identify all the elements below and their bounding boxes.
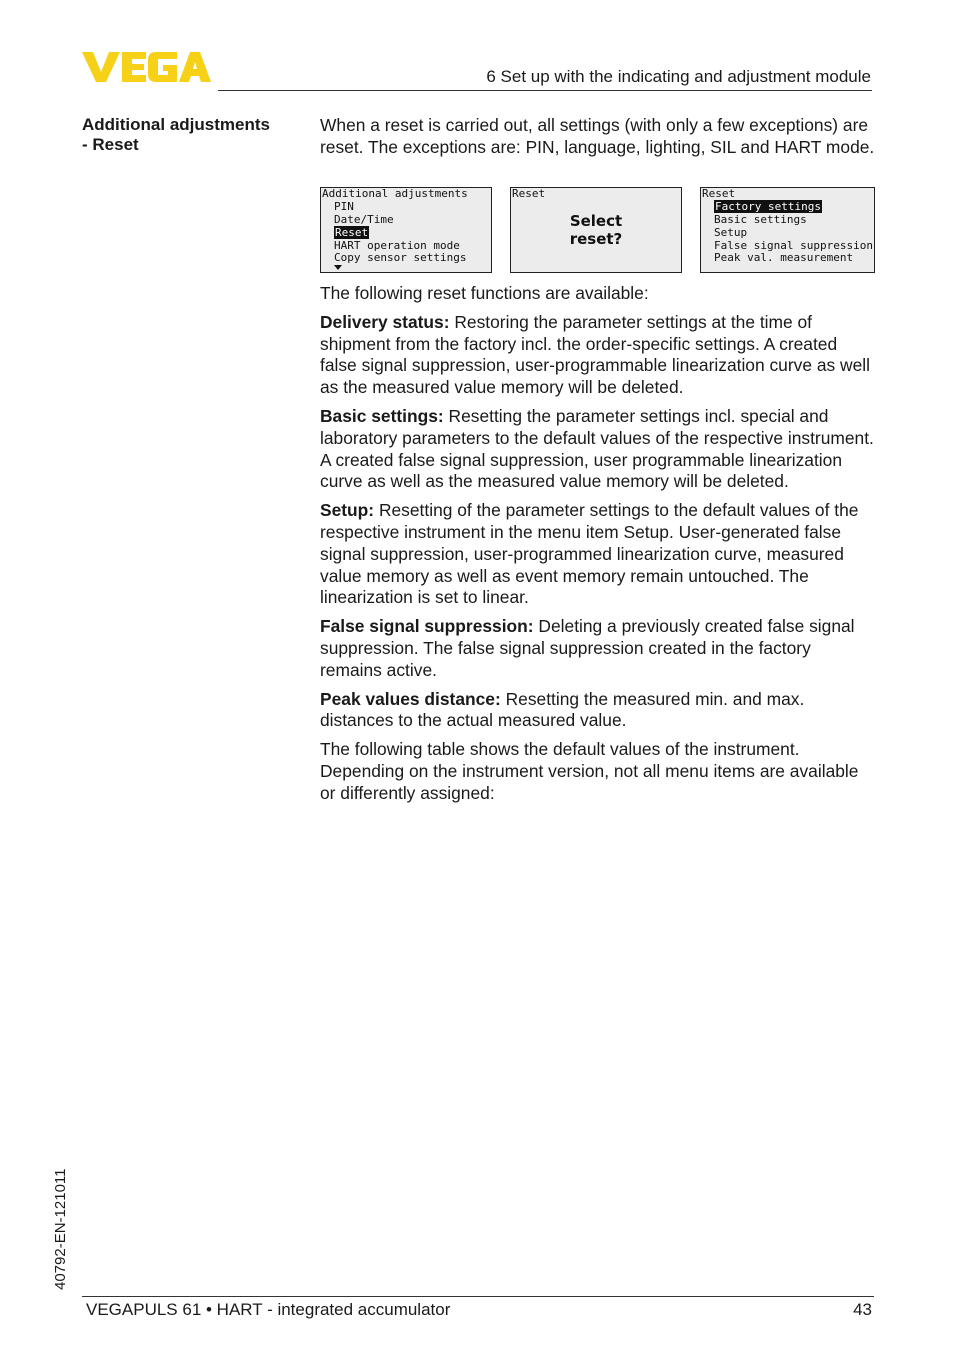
menu-item-reset-selected: Reset <box>335 225 369 239</box>
footer-product: VEGAPULS 61 • HART - integrated accumulator <box>86 1300 451 1319</box>
display-title: Additional adjustments <box>322 187 468 200</box>
table-intro: The following table shows the default values of the instrument. Depending on the instrument version, not all menu items are available or differently assigned: <box>320 739 859 803</box>
display-title: Reset <box>512 187 546 200</box>
side-heading <box>82 115 307 155</box>
menu-item-copy-sensor-settings: Copy sensor settings <box>334 251 467 265</box>
intro-paragraph <box>320 115 875 159</box>
function-delivery-status: Delivery status: Restoring the parameter settings at the time of shipment from the factory incl. the order-specific settings. A created false signal suppression, user-programmable linearization curve as well as the measured value memory will be deleted. <box>320 311 870 398</box>
display-menu-list <box>334 201 466 265</box>
menu-item-hart-operation-mode: HART operation mode <box>334 238 460 252</box>
reset-item-factory-settings-selected: Factory settings <box>715 199 821 213</box>
header-divider <box>218 90 872 91</box>
menu-item-date-time: Date/Time <box>334 212 394 226</box>
side-heading-line1: Additional adjustments <box>82 115 270 134</box>
display-reset-options <box>700 187 875 273</box>
reset-item-setup: Setup <box>714 225 748 239</box>
display-additional-adjustments <box>320 187 492 273</box>
display-title: Reset <box>702 187 736 200</box>
document-code: 40792-EN-121011 <box>52 1168 69 1290</box>
side-heading-line2: - Reset <box>82 135 139 154</box>
reset-item-false-signal-suppression: False signal suppression <box>714 238 873 252</box>
page-number: 43 <box>853 1300 872 1319</box>
reset-item-peak-val-measurement: Peak val. measurement <box>714 251 854 265</box>
available-intro: The following reset functions are available: <box>320 283 649 303</box>
confirm-message: Select reset? <box>569 212 623 248</box>
reset-item-basic-settings: Basic settings <box>714 212 807 226</box>
menu-item-pin: PIN <box>334 199 354 213</box>
vega-logo <box>82 50 212 84</box>
function-basic-settings: Basic settings: Resetting the parameter settings incl. special and laboratory parameters to the default values of the respective instrument. A created false signal suppression, user programmable linearization curve as well as the measured value memory will be deleted. <box>320 405 874 492</box>
reset-functions-section <box>320 283 875 812</box>
section-title: 6 Set up with the indicating and adjustment module <box>486 67 871 86</box>
scroll-down-arrow-icon <box>334 265 342 270</box>
intro-text: When a reset is carried out, all settings (with only a few exceptions) are reset. The exceptions are: PIN, language, lighting, SIL and HART mode. <box>320 115 875 157</box>
display-reset-confirm <box>510 187 682 273</box>
function-false-signal-suppression: False signal suppression: Deleting a previously created false signal suppression. The false signal suppression created in the factory remains active. <box>320 616 855 680</box>
function-setup: Setup: Resetting of the parameter settings to the default values of the respective instrument in the menu item Setup. User-generated false signal suppression, user-programmed linearization curve, measured value memory as well as event memory remain untouched. The linearization is set to linear. <box>320 500 859 608</box>
function-peak-values-distance: Peak values distance: Resetting the measured min. and max. distances to the actual measured value. <box>320 688 805 731</box>
display-reset-list <box>714 201 873 265</box>
footer-divider <box>82 1296 874 1297</box>
